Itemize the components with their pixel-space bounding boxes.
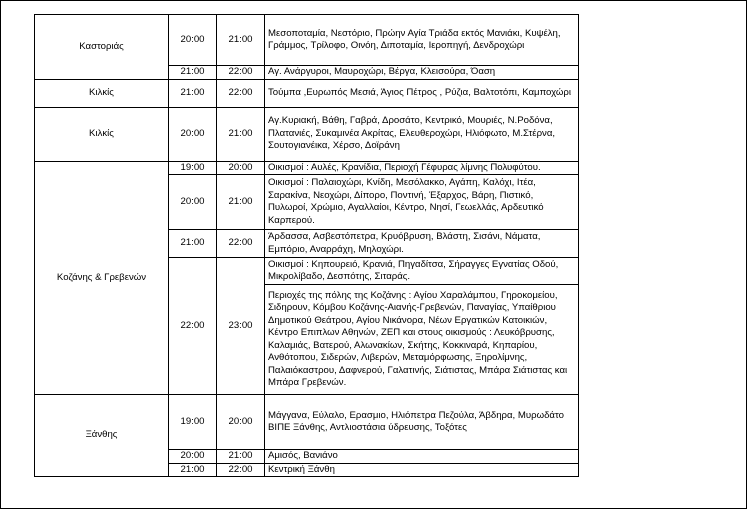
table-row bbox=[35, 161, 579, 175]
end-time: 22:00 bbox=[217, 79, 265, 107]
areas-cell: Οικισμοί : Αυλές, Κρανίδια, Περιοχή Γέφυρας λίμνης Πολυφύτου. bbox=[265, 161, 579, 175]
table-row bbox=[35, 107, 579, 161]
start-time: 20:00 bbox=[169, 107, 217, 161]
end-time: 22:00 bbox=[217, 66, 265, 80]
areas-cell: Περιοχές της πόλης της Κοζάνης : Αγίου Χαραλάμπου, Γηροκομείου, Σιδηρουν, Κόμβου Κοζάνης-Αιανής-Γρεβενών, Παναγίας, Υπαίθριου Δημοτικού Θεάτρου, Αγίου Νικάνορα, Νέων Εργατικών Κατοικιών, Κέντρο Επιπλων Αθηνών, ΖΕΠ και στους οικισμούς : Λευκόβρυσης, Καλαμιάς, Βατερού, Αλωνακίων, Σκήτης, Κοκκιναρά, Κηπαρίου, Ανθότοπου, Σιδερών, Λιβερών, Μεταμόρφωσης, Ξηρολίμνης, Παλαιόκαστρου, Δαφνερού, Γαλατινής, Σιάτιστας, Μπάρα Σιάτιστας και Μπάρα Γρεβενών. bbox=[265, 285, 579, 395]
end-time: 20:00 bbox=[217, 395, 265, 450]
region-cell: Ξάνθης bbox=[35, 395, 169, 477]
region-cell: Κιλκίς bbox=[35, 79, 169, 107]
start-time: 20:00 bbox=[169, 175, 217, 230]
start-time: 19:00 bbox=[169, 395, 217, 450]
end-time: 20:00 bbox=[217, 161, 265, 175]
start-time: 21:00 bbox=[169, 230, 217, 258]
end-time: 21:00 bbox=[217, 175, 265, 230]
areas-cell: Αγ.Κυριακή, Βάθη, Γαβρά, Δροσάτο, Κεντρικό, Μουριές, Ν.Ροδόνα, Πλατανιές, Συκαμινέα Ακρίτας, Ελευθεροχώρι, Ηλιόφωτο, Μ.Στέρνα, Σουτογιανέικα, Χέρσο, Δοϊράνη bbox=[265, 107, 579, 161]
end-time: 22:00 bbox=[217, 230, 265, 258]
start-time: 20:00 bbox=[169, 15, 217, 66]
end-time: 21:00 bbox=[217, 107, 265, 161]
region-cell: Κιλκίς bbox=[35, 107, 169, 161]
region-cell: Κοζάνης & Γρεβενών bbox=[35, 161, 169, 395]
end-time: 23:00 bbox=[217, 258, 265, 395]
start-time: 21:00 bbox=[169, 79, 217, 107]
areas-cell: Μάγγανα, Εύλαλο, Ερασμιο, Ηλιόπετρα Πεζούλα, Άβδηρα, Μυρωδάτο ΒΙΠΕ Ξάνθης, Αντλιοστάσια ύδρευσης, Τοξότες bbox=[265, 395, 579, 450]
areas-cell: Αγ. Ανάργυροι, Μαυροχώρι, Βέργα, Κλεισούρα, Όαση bbox=[265, 66, 579, 80]
start-time: 19:00 bbox=[169, 161, 217, 175]
region-cell: Καστοριάς bbox=[35, 15, 169, 80]
areas-cell: Οικισμοί : Παλαιοχώρι, Κνίδη, Μεσόλακκο, Αγάπη, Καλόχι, Ιτέα, Σαρακίνα, Νεοχώρι, Δίπορο, Ποντινή, Έξαρχος, Βάρη, Πιστικό, Πυλωροί, Χρώμιο, Αγαλλαίοι, Κέντρο, Νησί, Γεωελλάς, Αρδευτικό Καρπερού. bbox=[265, 175, 579, 230]
end-time: 21:00 bbox=[217, 15, 265, 66]
power-cut-schedule-table bbox=[34, 14, 579, 477]
start-time: 22:00 bbox=[169, 258, 217, 395]
table-row bbox=[35, 15, 579, 66]
start-time: 21:00 bbox=[169, 66, 217, 80]
start-time: 21:00 bbox=[169, 463, 217, 477]
end-time: 21:00 bbox=[217, 450, 265, 464]
table-row bbox=[35, 395, 579, 450]
table-row bbox=[35, 79, 579, 107]
areas-cell: Οικισμοί : Κηπουρειό, Κρανιά, Πηγαδίτσα, Σήραγγες Εγνατίας Οδού, Μικρολίβαδο, Δεσπότης, Σιταράς. bbox=[265, 258, 579, 285]
start-time: 20:00 bbox=[169, 450, 217, 464]
end-time: 22:00 bbox=[217, 463, 265, 477]
areas-cell: Μεσοποταμία, Νεστόριο, Πρώην Αγία Τριάδα εκτός Μανιάκι, Κυψέλη, Γράμμος, Τρίλοφο, Οινόη, Διποταμία, Ιεροπηγή, Δενδροχώρι bbox=[265, 15, 579, 66]
areas-cell: Αμισός, Βανιάνο bbox=[265, 450, 579, 464]
areas-cell: Τούμπα ,Ευρωπός Μεσιά, Άγιος Πέτρος , Ρύζια, Βαλτοτόπι, Καμποχώρι bbox=[265, 79, 579, 107]
areas-cell: Κεντρική Ξάνθη bbox=[265, 463, 579, 477]
areas-cell: Άρδασσα, Ασβεστόπετρα, Κρυόβρυση, Βλάστη, Σισάνι, Νάματα, Εμπόριο, Αναρράχη, Μηλοχώρι. bbox=[265, 230, 579, 258]
